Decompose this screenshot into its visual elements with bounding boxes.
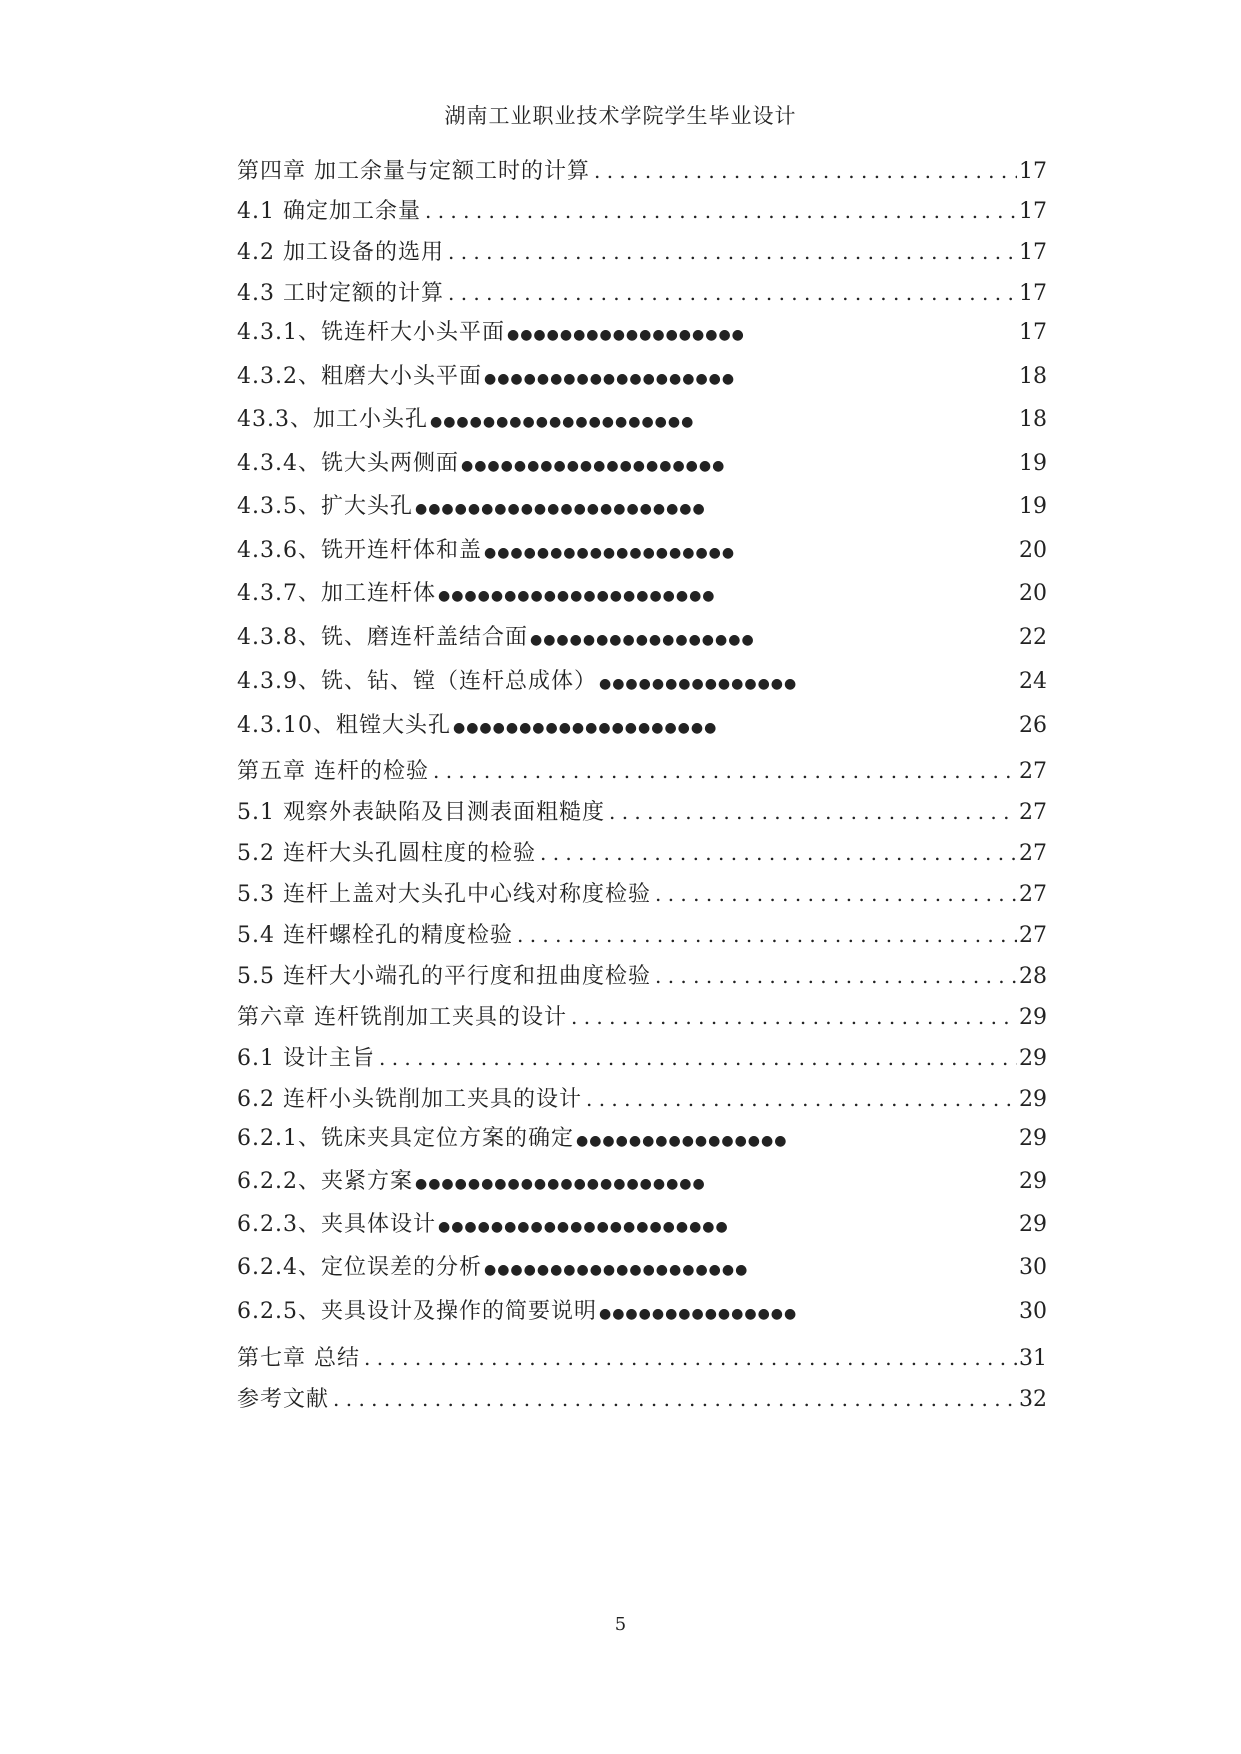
toc-entry[interactable] xyxy=(237,625,1047,653)
toc-leader: ●●●●●●●●●●●●●●●●●●● xyxy=(483,545,736,561)
running-header: 湖南工业职业技术学院学生毕业设计 xyxy=(444,104,797,128)
toc-leader xyxy=(586,1086,1017,1112)
toc-entry-title: 5.4 连杆螺栓孔的精度检验 xyxy=(237,923,513,948)
toc-entry-page: 19 xyxy=(1019,451,1047,476)
toc-entry[interactable] xyxy=(237,881,1047,908)
toc-entry-page: 30 xyxy=(1019,1255,1047,1280)
toc-entry-title: 4.1 确定加工余量 xyxy=(237,199,421,224)
toc-entry[interactable] xyxy=(237,320,1047,348)
toc-leader xyxy=(517,922,1017,948)
toc-entry-page: 28 xyxy=(1019,964,1047,989)
toc-entry-page: 18 xyxy=(1019,407,1047,432)
toc-entry-title: 4.3.5、扩大头孔 xyxy=(237,494,413,519)
toc-entry[interactable] xyxy=(237,1212,1047,1240)
toc-entry-title: 6.2.2、夹紧方案 xyxy=(237,1169,413,1194)
toc-entry[interactable] xyxy=(237,198,1047,225)
toc-leader: ●●●●●●●●●●●●●●●●● xyxy=(529,632,755,648)
toc-entry-title: 第四章 加工余量与定额工时的计算 xyxy=(237,159,590,184)
toc-leader: ●●●●●●●●●●●●●●●●●●●●●● xyxy=(414,1176,706,1192)
toc-entry-title: 6.2.1、铣床夹具定位方案的确定 xyxy=(237,1126,574,1151)
toc-entry[interactable] xyxy=(237,1045,1047,1072)
toc-entry-page: 17 xyxy=(1019,159,1047,184)
toc-leader: ●●●●●●●●●●●●●●●●●●● xyxy=(483,371,736,387)
toc-leader: ●●●●●●●●●●●●●●●●●●●● xyxy=(452,720,718,736)
toc-entry-page: 29 xyxy=(1019,1126,1047,1151)
toc-entry-title: 4.3.6、铣开连杆体和盖 xyxy=(237,538,482,563)
toc-entry-title: 4.3.4、铣大头两侧面 xyxy=(237,451,459,476)
toc-entry-page: 27 xyxy=(1019,759,1047,784)
toc-entry-page: 17 xyxy=(1019,240,1047,265)
toc-entry[interactable] xyxy=(237,538,1047,566)
toc-leader: ●●●●●●●●●●●●●●● xyxy=(598,1306,798,1322)
toc-entry-title: 6.2.4、定位误差的分析 xyxy=(237,1255,482,1280)
toc-entry-page: 29 xyxy=(1019,1087,1047,1112)
toc-entry-page: 20 xyxy=(1019,538,1047,563)
toc-leader xyxy=(594,158,1017,184)
toc-entry-page: 17 xyxy=(1019,320,1047,345)
toc-entry-title: 第七章 总结 xyxy=(237,1346,360,1371)
toc-entry-page: 22 xyxy=(1019,625,1047,650)
toc-entry-page: 19 xyxy=(1019,494,1047,519)
toc-entry-page: 17 xyxy=(1019,281,1047,306)
toc-entry[interactable] xyxy=(237,963,1047,990)
toc-leader: ●●●●●●●●●●●●●●●●●●●●●● xyxy=(437,1219,729,1235)
toc-entry-page: 27 xyxy=(1019,923,1047,948)
toc-entry[interactable] xyxy=(237,922,1047,949)
toc-leader xyxy=(655,881,1017,907)
toc-leader xyxy=(448,239,1017,265)
toc-entry[interactable] xyxy=(237,581,1047,609)
toc-entry[interactable] xyxy=(237,1345,1047,1372)
toc-leader xyxy=(379,1045,1017,1071)
toc-entry[interactable] xyxy=(237,1386,1047,1413)
toc-entry-title: 6.2.5、夹具设计及操作的简要说明 xyxy=(237,1299,597,1324)
toc-entry-page: 18 xyxy=(1019,364,1047,389)
toc-leader: ●●●●●●●●●●●●●●●●●●●●● xyxy=(437,588,716,604)
toc-entry[interactable] xyxy=(237,1004,1047,1031)
toc-entry-page: 27 xyxy=(1019,841,1047,866)
toc-entry[interactable] xyxy=(237,1086,1047,1113)
toc-entry-title: 4.3.7、加工连杆体 xyxy=(237,581,436,606)
toc-entry-page: 26 xyxy=(1019,713,1047,738)
toc-entry-title: 5.3 连杆上盖对大头孔中心线对称度检验 xyxy=(237,882,651,907)
toc-entry-title: 4.3.8、铣、磨连杆盖结合面 xyxy=(237,625,528,650)
toc-entry-page: 29 xyxy=(1019,1005,1047,1030)
toc-entry-page: 27 xyxy=(1019,800,1047,825)
toc-leader: ●●●●●●●●●●●●●●●●●●●● xyxy=(430,414,695,430)
toc-leader: ●●●●●●●●●●●●●●●●●●●●●● xyxy=(414,501,706,517)
toc-leader xyxy=(433,758,1017,784)
toc-leader: ●●●●●●●●●●●●●●●● xyxy=(575,1133,788,1149)
toc-entry-title: 4.3 工时定额的计算 xyxy=(237,281,444,306)
toc-entry-title: 第五章 连杆的检验 xyxy=(237,759,429,784)
toc-leader xyxy=(571,1004,1017,1030)
toc-leader: ●●●●●●●●●●●●●●●●●●●● xyxy=(483,1262,749,1278)
toc-entry-title: 6.2.3、夹具体设计 xyxy=(237,1212,436,1237)
toc-leader: ●●●●●●●●●●●●●●●●●●●● xyxy=(460,458,726,474)
toc-leader xyxy=(655,963,1017,989)
toc-entry[interactable] xyxy=(237,1169,1047,1197)
toc-entry-page: 29 xyxy=(1019,1169,1047,1194)
toc-entry[interactable] xyxy=(237,407,1047,435)
toc-entry[interactable] xyxy=(237,364,1047,392)
toc-entry[interactable] xyxy=(237,1126,1047,1154)
toc-leader xyxy=(609,799,1017,825)
toc-leader xyxy=(425,198,1017,224)
toc-entry-page: 29 xyxy=(1019,1212,1047,1237)
toc-entry[interactable] xyxy=(237,799,1047,826)
toc-entry-page: 24 xyxy=(1019,669,1047,694)
toc-leader xyxy=(333,1386,1017,1412)
toc-entry-page: 27 xyxy=(1019,882,1047,907)
toc-entry-title: 5.5 连杆大小端孔的平行度和扭曲度检验 xyxy=(237,964,651,989)
toc-leader xyxy=(540,840,1017,866)
toc-leader: ●●●●●●●●●●●●●●● xyxy=(598,676,798,692)
toc-leader: ●●●●●●●●●●●●●●●●●● xyxy=(506,327,745,343)
toc-entry-title: 6.1 设计主旨 xyxy=(237,1046,375,1071)
toc-entry-title: 4.3.2、粗磨大小头平面 xyxy=(237,364,482,389)
page-number: 5 xyxy=(614,1614,627,1635)
toc-entry-page: 29 xyxy=(1019,1046,1047,1071)
toc-entry-page: 31 xyxy=(1019,1346,1047,1371)
toc-entry-title: 第六章 连杆铣削加工夹具的设计 xyxy=(237,1005,567,1030)
toc-entry[interactable] xyxy=(237,840,1047,867)
toc-entry-title: 4.3.9、铣、钻、镗（连杆总成体） xyxy=(237,669,597,694)
toc-entry-page: 17 xyxy=(1019,199,1047,224)
toc-entry-page: 20 xyxy=(1019,581,1047,606)
toc-entry-title: 5.2 连杆大头孔圆柱度的检验 xyxy=(237,841,536,866)
toc-entry-title: 参考文献 xyxy=(237,1387,330,1412)
toc-entry[interactable] xyxy=(237,713,1047,741)
toc-entry-title: 43.3、加工小头孔 xyxy=(237,407,428,432)
toc-entry-page: 32 xyxy=(1019,1387,1047,1412)
toc-entry[interactable] xyxy=(237,239,1047,266)
toc-entry[interactable] xyxy=(237,758,1047,785)
toc-entry[interactable] xyxy=(237,280,1047,307)
toc-entry[interactable] xyxy=(237,1255,1047,1283)
toc-entry[interactable] xyxy=(237,1299,1047,1327)
toc-entry[interactable] xyxy=(237,494,1047,522)
toc-entry[interactable] xyxy=(237,158,1047,185)
toc-entry-title: 4.3.10、粗镗大头孔 xyxy=(237,713,451,738)
toc-entry-title: 6.2 连杆小头铣削加工夹具的设计 xyxy=(237,1087,582,1112)
toc-leader xyxy=(364,1345,1017,1371)
toc-entry-page: 30 xyxy=(1019,1299,1047,1324)
toc-entry-title: 5.1 观察外表缺陷及目测表面粗糙度 xyxy=(237,800,605,825)
toc-entry-title: 4.3.1、铣连杆大小头平面 xyxy=(237,320,505,345)
toc-leader xyxy=(448,280,1017,306)
toc-entry[interactable] xyxy=(237,669,1047,697)
toc-entry[interactable] xyxy=(237,451,1047,479)
toc-entry-title: 4.2 加工设备的选用 xyxy=(237,240,444,265)
